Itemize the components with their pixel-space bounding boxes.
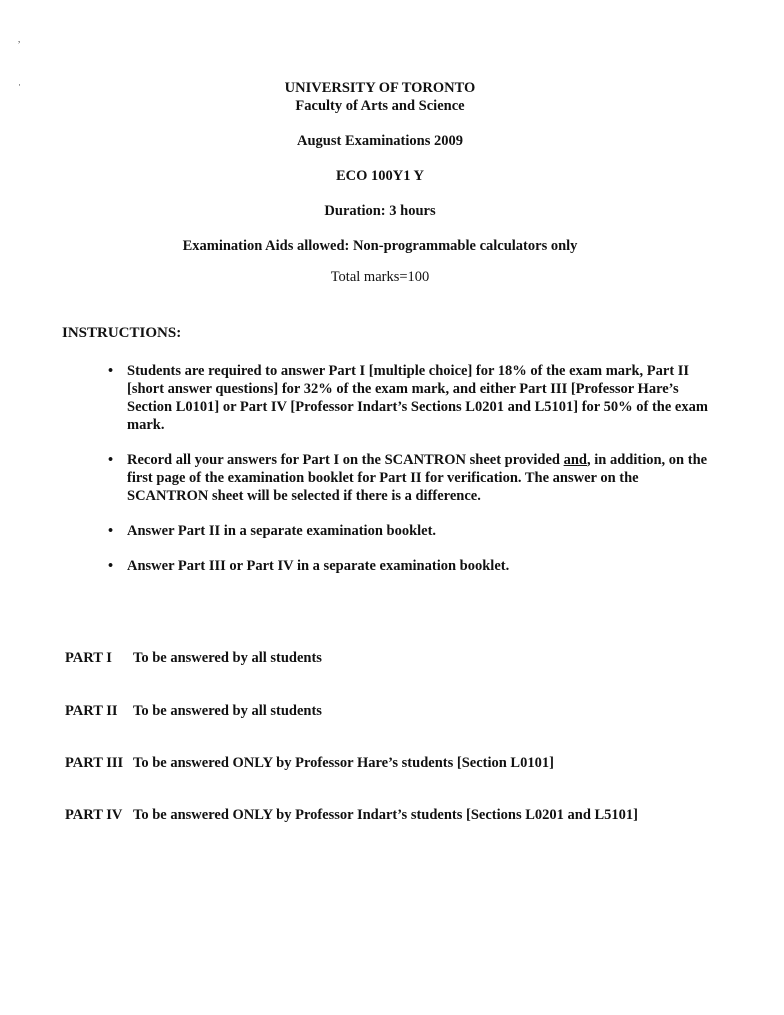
bullet-icon: • [108,523,114,539]
instruction-text: Answer Part III or Part IV in a separate examination booklet. [127,558,510,574]
exam-duration: Duration: 3 hours [324,203,436,219]
part-row [65,650,322,667]
bullet-icon: • [108,452,114,468]
instruction-text-underlined: and [563,452,587,468]
part-description: To be answered ONLY by Professor Indart’s students [Sections L0201 and L5101] [133,807,639,823]
scan-speck: , [18,34,21,44]
total-marks: Total marks=100 [330,269,430,285]
part-label: PART III [65,755,124,771]
part-row [65,755,554,772]
exam-session: August Examinations 2009 [297,133,463,149]
faculty-name: Faculty of Arts and Science [295,98,465,114]
instructions-list [108,362,708,592]
bullet-icon: • [108,558,114,574]
part-label: PART IV [65,807,123,823]
instruction-text-start: Record all your answers for Part I on the SCANTRON sheet provided [127,452,564,468]
instruction-text: Answer Part II in a separate examination booklet. [127,523,437,539]
part-label: PART II [65,703,118,719]
instruction-item [108,451,708,505]
bullet-icon: • [108,363,114,379]
university-name: UNIVERSITY OF TORONTO [284,80,476,96]
instructions-heading: INSTRUCTIONS: [62,325,182,341]
instruction-item [108,557,708,575]
part-description: To be answered ONLY by Professor Hare’s students [Section L0101] [133,755,554,771]
course-code: ECO 100Y1 Y [335,168,425,184]
part-row [65,807,638,824]
instruction-text-end: , in addition, on the first page of the examination booklet for Part II for verification. The answer on the SCANTRON sheet will be selected if there is a difference. [127,452,708,504]
part-label: PART I [65,650,112,666]
part-description: To be answered by all students [133,703,322,719]
instruction-item [108,362,708,434]
instruction-item [108,522,708,540]
part-description: To be answered by all students [133,650,322,666]
scan-speck: · [18,80,21,90]
exam-aids: Examination Aids allowed: Non-programmable calculators only [182,238,578,254]
part-row [65,703,322,720]
instruction-text: Students are required to answer Part I [multiple choice] for 18% of the exam mark, Part II [short answer questions] for 32% of the exam mark, and either Part III [Professor Hare’s Section L0101] or Part IV [Professor Indart’s Sections L0201 and L5101] for 50% of the exam mark. [127,363,708,433]
